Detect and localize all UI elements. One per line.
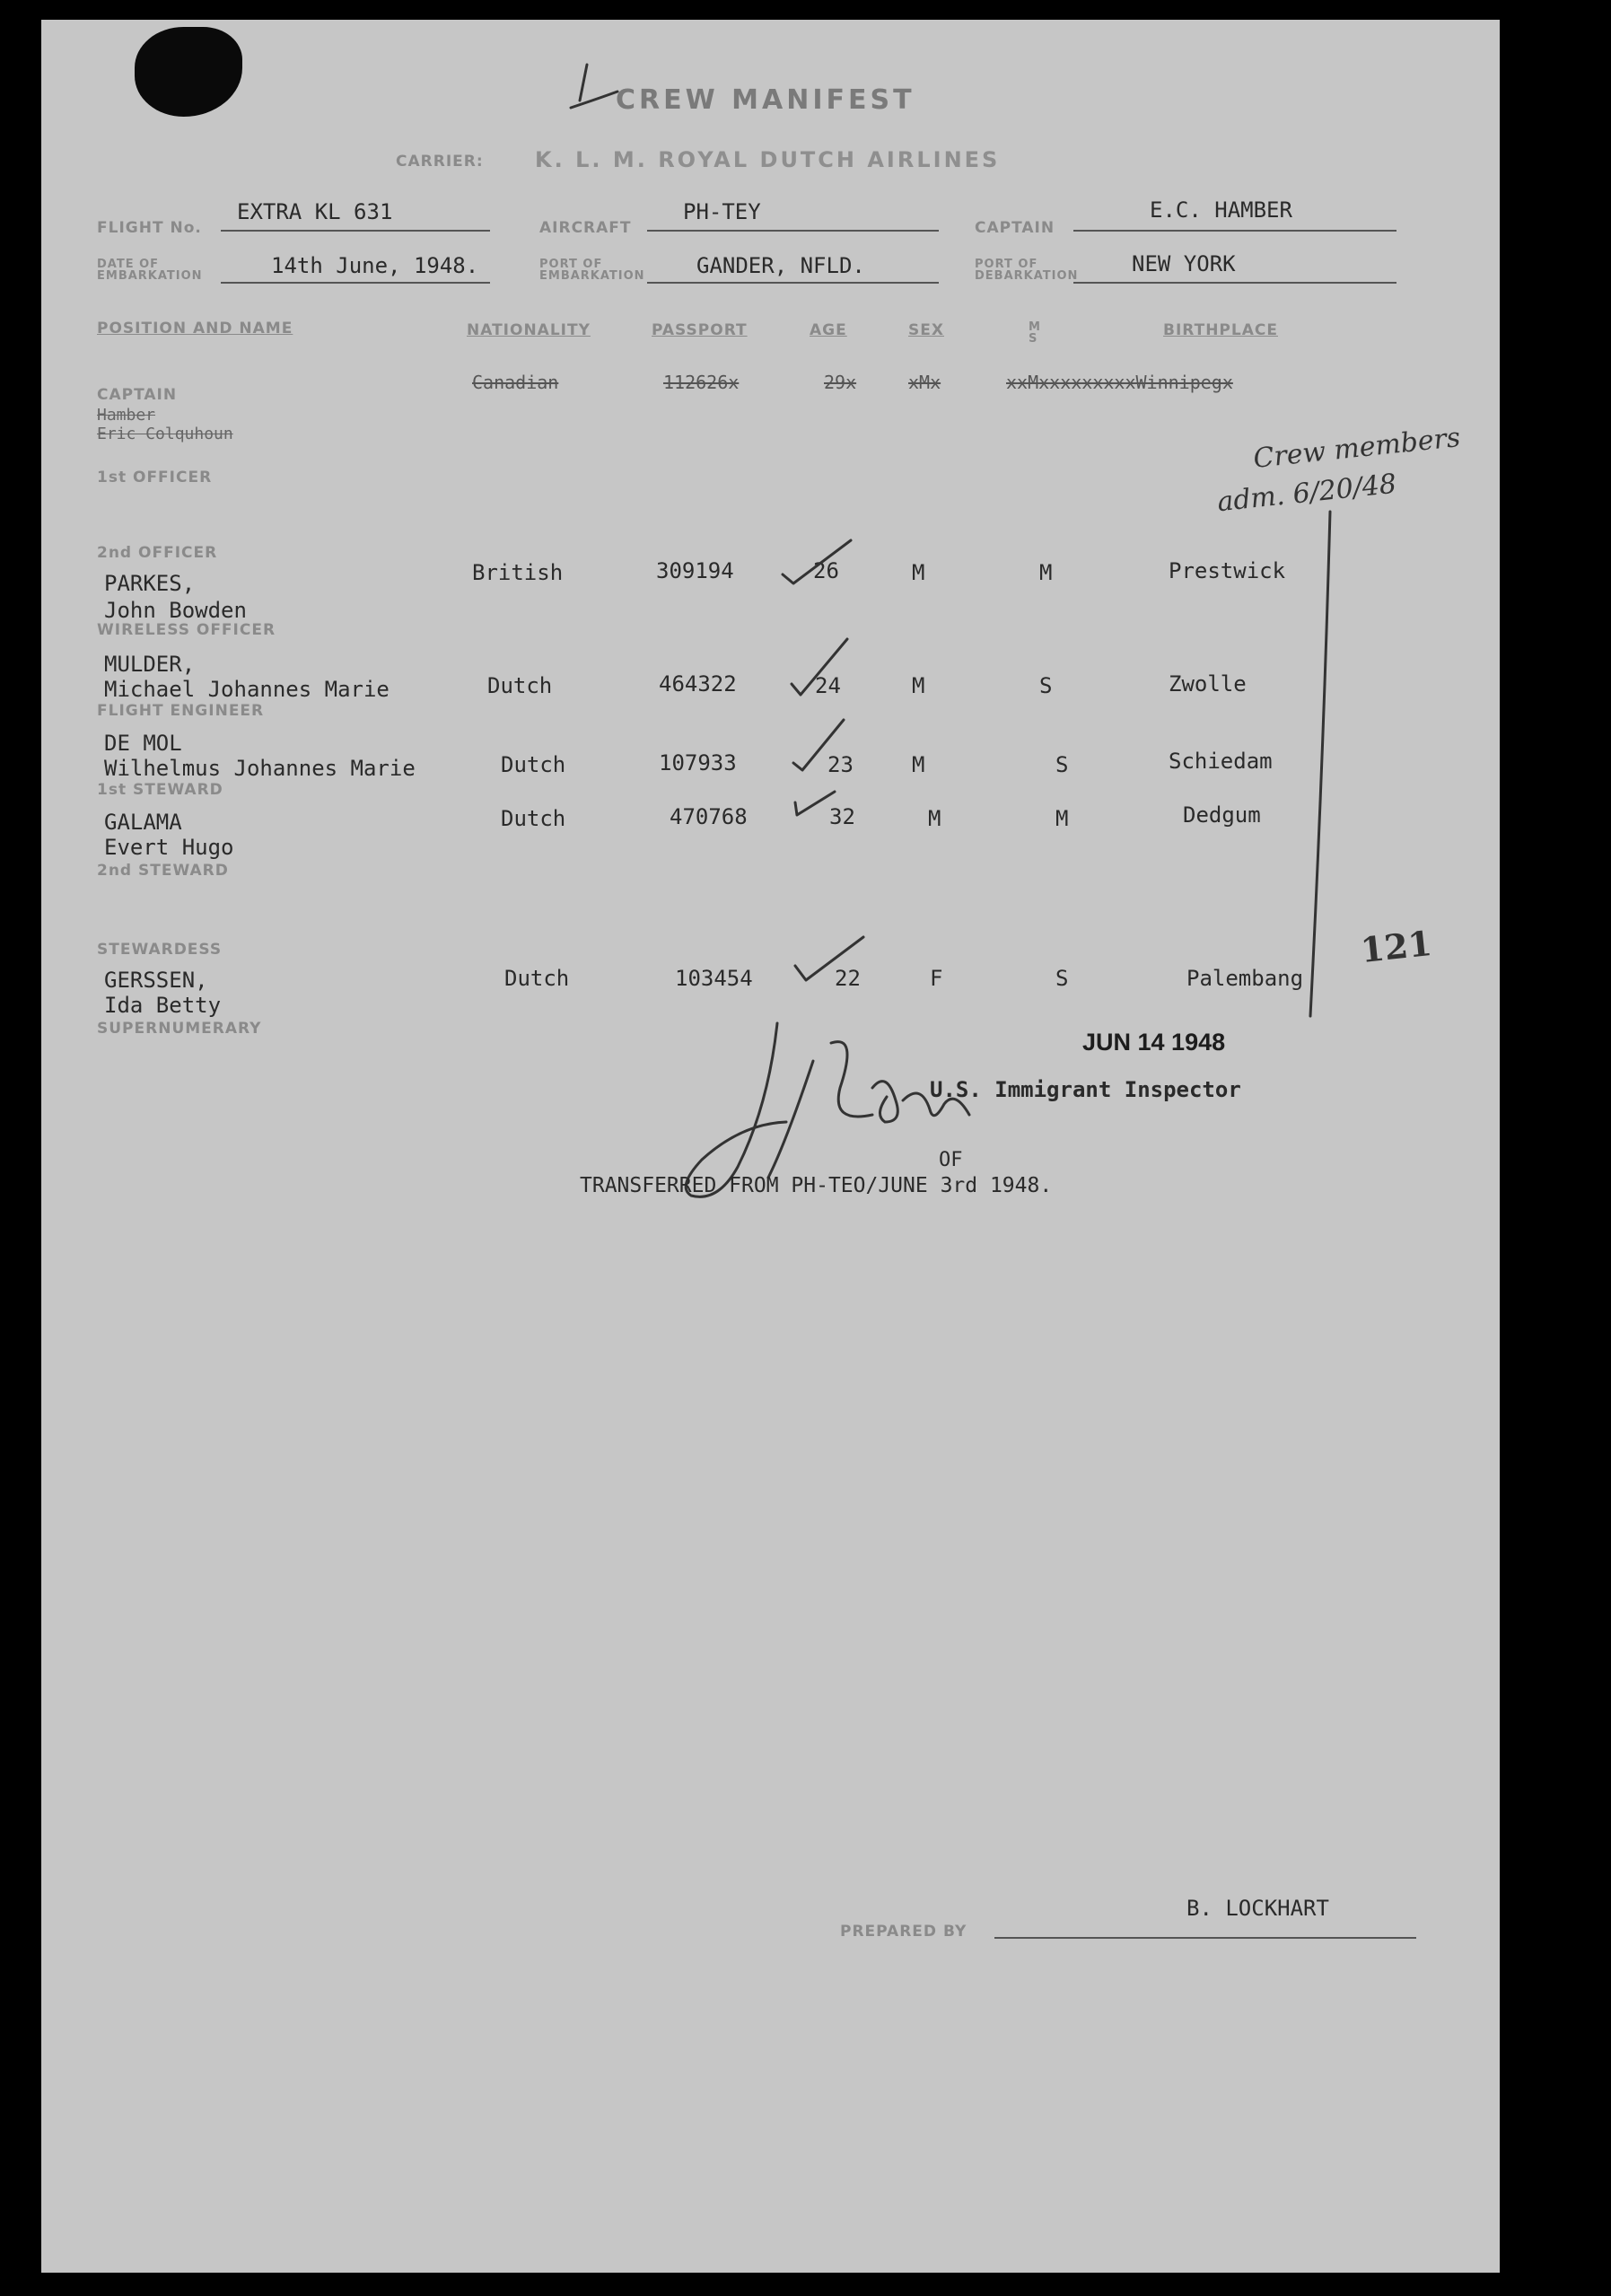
crew-passport: 470768 [670,804,748,829]
struck-nationality: Canadian [472,372,559,393]
crew-nationality: Dutch [501,806,566,831]
position-first-steward: 1st STEWARD [97,781,223,799]
struck-age: 29x [824,372,857,393]
position-wireless: WIRELESS OFFICER [97,621,276,639]
crew-nationality: British [472,560,564,585]
position-first-officer: 1st OFFICER [97,469,213,486]
date-stamp: JUN 14 1948 [1082,1029,1226,1056]
crew-sex: M [928,806,941,831]
crew-marital-status: M [1055,806,1069,831]
position-second-steward: 2nd STEWARD [97,862,229,880]
crew-marital-status: S [1039,673,1053,698]
crew-nationality: Dutch [504,966,570,991]
crew-surname: DE MOL [104,731,182,756]
crew-sex: M [912,673,925,698]
crew-given-name: Evert Hugo [104,835,234,860]
prepared-by-value: B. LOCKHART [1186,1896,1329,1921]
col-position: POSITION AND NAME [97,320,293,337]
struck-name: Hamber Eric Colquhoun [97,406,233,443]
transfer-note: TRANSFERRED FROM PH-TEO/JUNE 3rd 1948. [580,1174,1053,1197]
crew-passport: 464322 [659,671,737,697]
captain-label: CAPTAIN [975,219,1055,237]
prepared-by-label: PREPARED BY [840,1923,967,1941]
crew-birthplace: Prestwick [1169,558,1286,583]
crew-nationality: Dutch [501,752,566,777]
inspector-title: U.S. Immigrant Inspector [930,1077,1241,1102]
carrier-label: CARRIER: [396,153,484,171]
crew-surname: GALAMA [104,810,182,835]
crew-sex: F [930,966,943,991]
handwritten-number: 121 [1358,922,1434,971]
struck-sex: xMx [908,372,941,393]
crew-marital-status: S [1055,966,1069,991]
crew-age: 23 [827,752,854,777]
crew-surname: PARKES, [104,571,196,596]
crew-age: 24 [815,673,841,698]
crew-given-name: Wilhelmus Johannes Marie [104,756,416,781]
aircraft-label: AIRCRAFT [539,219,632,237]
struck-passport: 112626x [663,372,740,393]
pen-mark [544,56,625,127]
port-embarkation-value: GANDER, NFLD. [696,253,865,278]
position-engineer: FLIGHT ENGINEER [97,702,265,720]
crew-given-name: Ida Betty [104,993,222,1018]
crew-sex: M [912,560,925,585]
crew-birthplace: Zwolle [1169,671,1247,697]
position-captain: CAPTAIN [97,386,178,404]
port-embarkation-label: PORT OF EMBARKATION [539,258,645,283]
check-marks [741,531,867,1034]
col-nationality: NATIONALITY [467,321,591,339]
crew-marital-status: M [1039,560,1053,585]
crew-birthplace: Schiedam [1169,749,1273,774]
crew-age: 22 [835,966,861,991]
position-stewardess: STEWARDESS [97,941,223,959]
crew-marital-status: S [1055,752,1069,777]
crew-passport: 107933 [659,750,737,776]
col-marital-status: M S [1029,320,1041,346]
bracket-line [1307,504,1343,1025]
struck-birthplace: xxMxxxxxxxxxWinnipegx [1006,372,1233,393]
position-second-officer: 2nd OFFICER [97,544,218,562]
flight-value: EXTRA KL 631 [237,199,393,224]
date-value: 14th June, 1948. [271,253,479,278]
crew-nationality: Dutch [487,673,553,698]
crew-given-name: John Bowden [104,598,247,623]
col-birthplace: BIRTHPLACE [1163,321,1278,339]
carrier-name: K. L. M. ROYAL DUTCH AIRLINES [535,147,1001,172]
handwritten-note-2: adm. 6/20/48 [1215,468,1398,519]
crew-birthplace: Palembang [1186,966,1304,991]
date-label: DATE OF EMBARKATION [97,258,203,283]
crew-age: 32 [829,804,855,829]
crew-age: 26 [813,558,839,583]
crew-surname: GERSSEN, [104,968,208,993]
crew-surname: MULDER, [104,652,196,677]
crew-sex: M [912,752,925,777]
col-age: AGE [810,321,847,339]
crew-passport: 309194 [656,558,734,583]
crew-given-name: Michael Johannes Marie [104,677,390,702]
position-supernumerary: SUPERNUMERARY [97,1020,262,1038]
manifest-sheet [41,20,1500,2273]
port-debarkation-label: PORT OF DEBARKATION [975,258,1079,283]
page-title: CREW MANIFEST [616,84,915,116]
port-debarkation-value: NEW YORK [1132,251,1236,276]
of-label: OF [939,1149,963,1171]
handwritten-note-1: Crew members [1251,421,1462,476]
crew-birthplace: Dedgum [1183,802,1261,828]
col-passport: PASSPORT [652,321,748,339]
crew-passport: 103454 [675,966,753,991]
aircraft-value: PH-TEY [683,199,761,224]
flight-label: FLIGHT No. [97,219,202,237]
col-sex: SEX [908,321,944,339]
captain-value: E.C. HAMBER [1150,197,1292,223]
